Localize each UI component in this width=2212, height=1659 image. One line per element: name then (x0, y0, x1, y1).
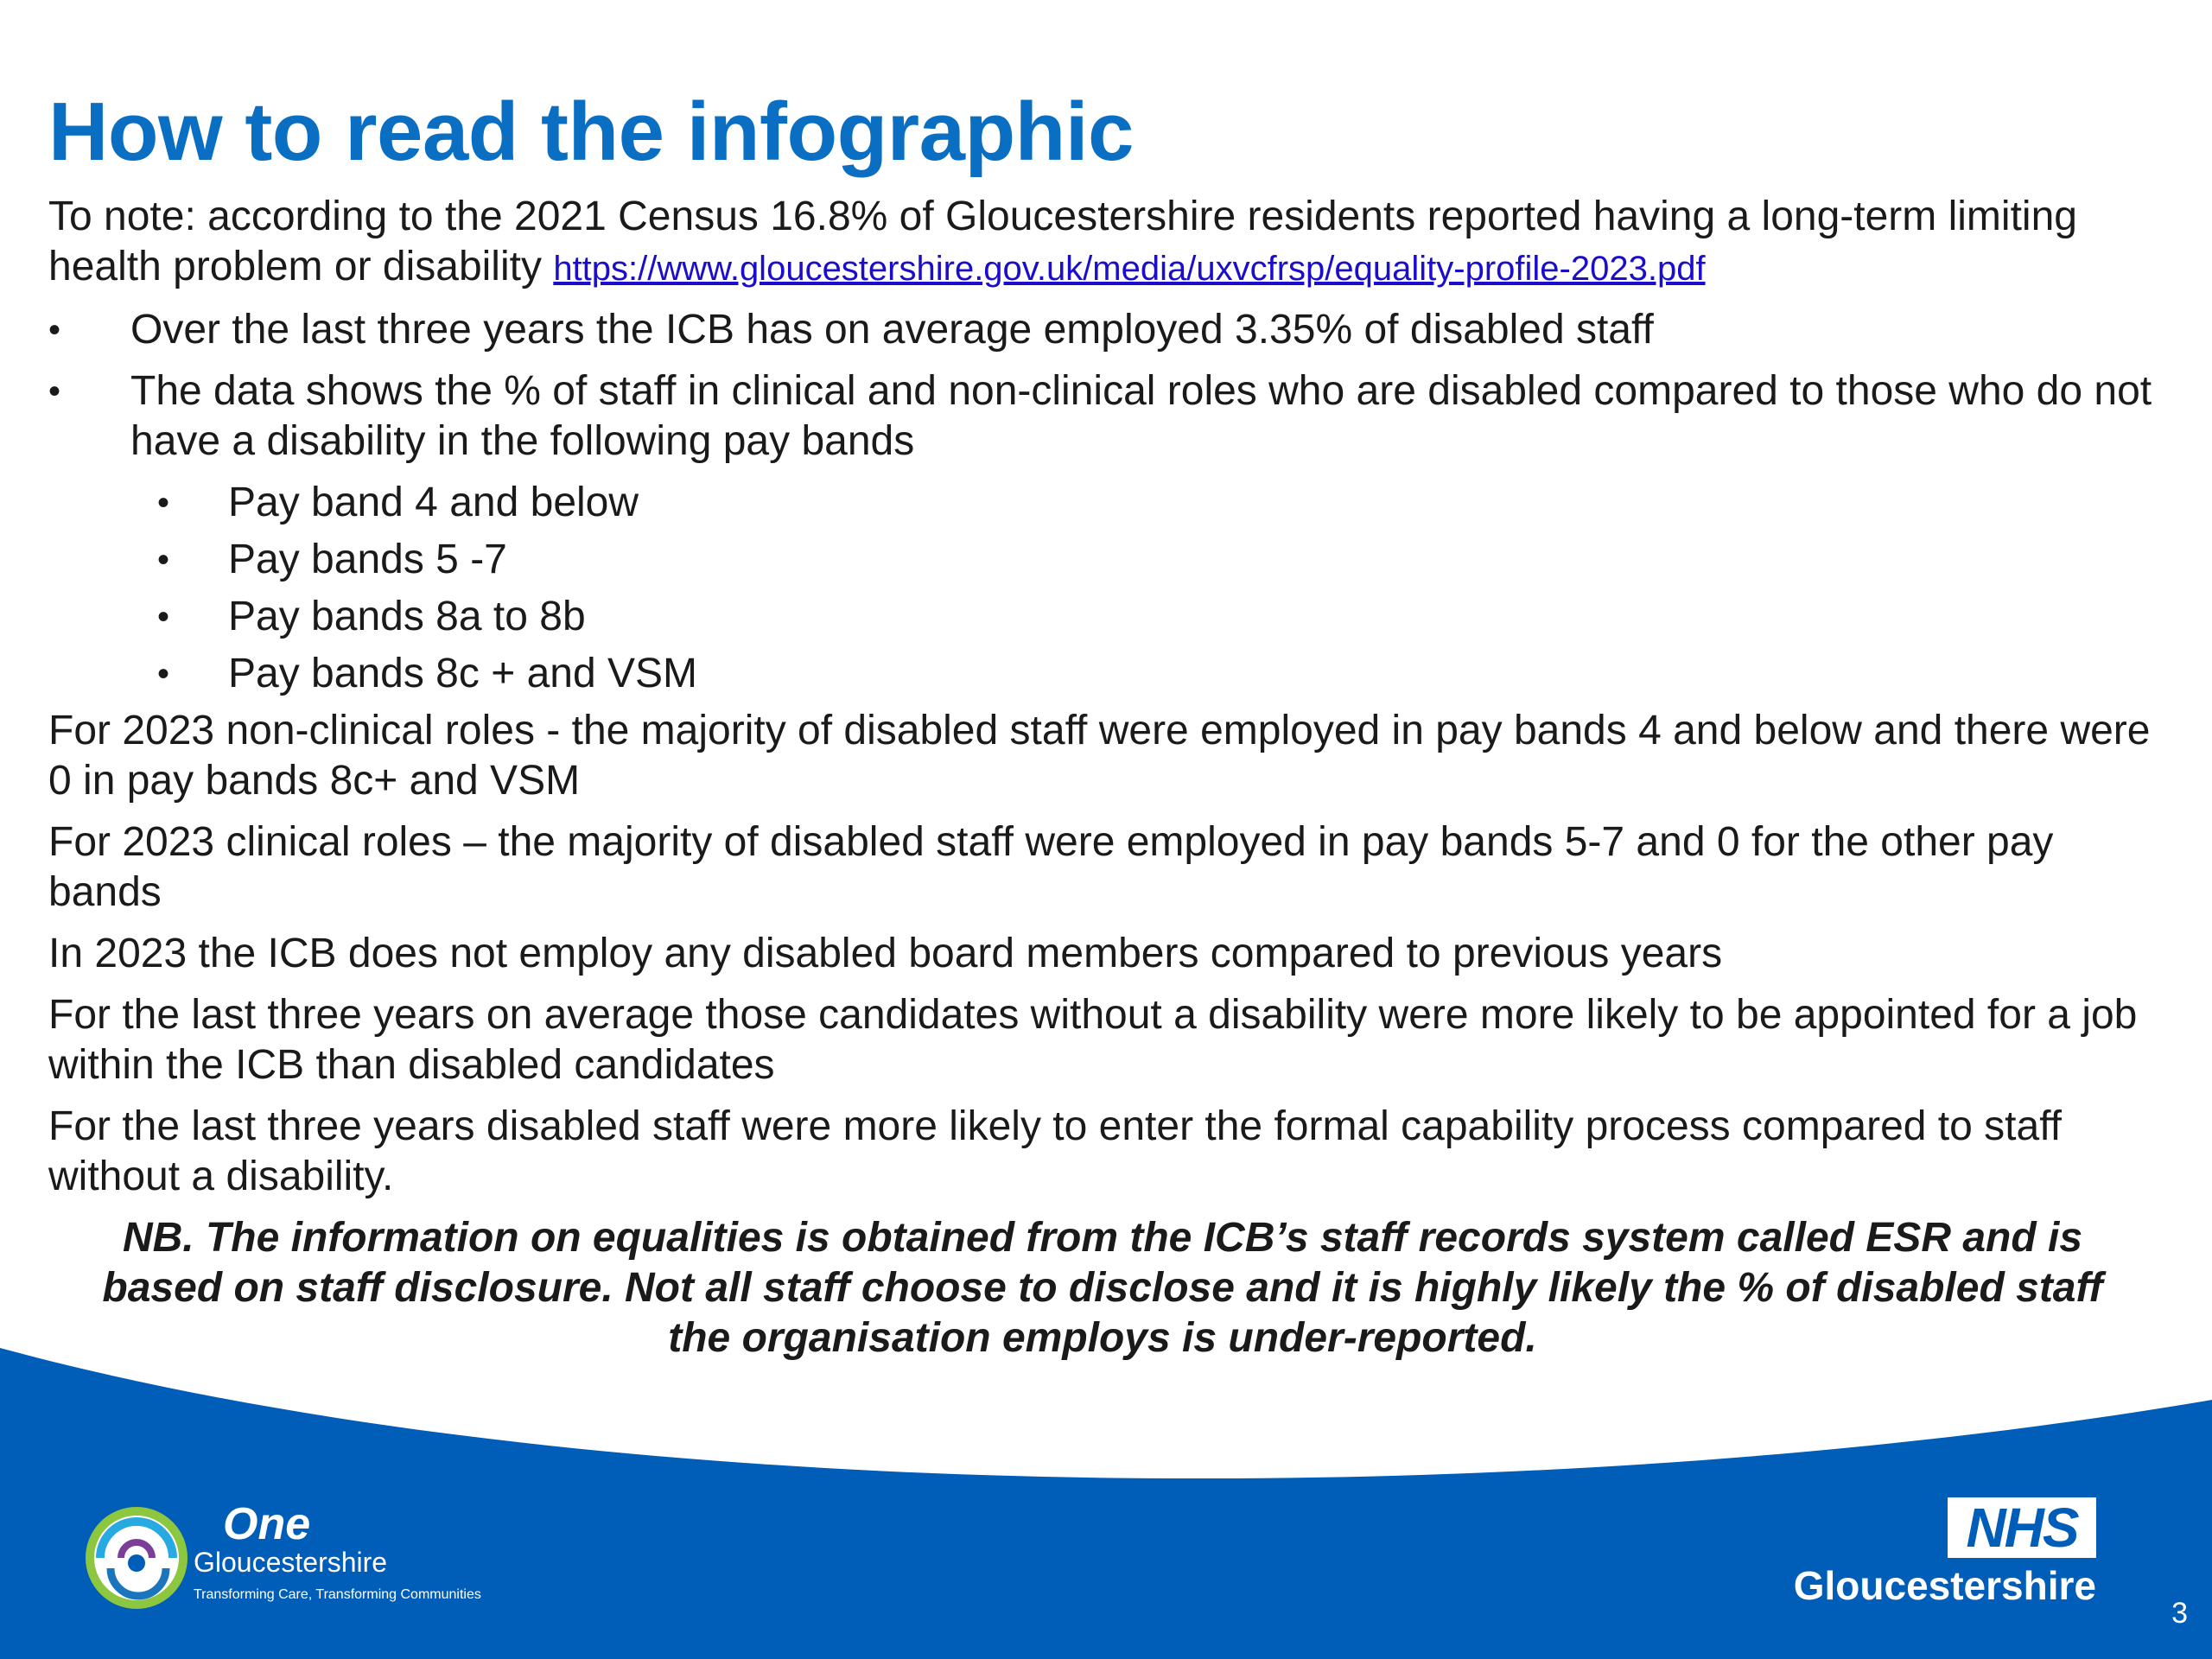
pay-band-text: Pay bands 8a to 8b (228, 594, 586, 639)
finding-paragraph: For 2023 clinical roles – the majority of disabled staff were employed in pay bands 5-7 and 0 for the other pay bands (48, 819, 2054, 915)
nhs-logo: NHS (1948, 1497, 2096, 1558)
bullet-icon: • (157, 541, 170, 579)
page-title: How to read the infographic (48, 86, 1134, 178)
bullet-icon: • (157, 484, 170, 522)
pay-band-text: Pay bands 8c + and VSM (228, 651, 697, 696)
bullet-icon: • (157, 655, 170, 693)
bullet-item (48, 366, 2157, 467)
finding-paragraph: For 2023 non-clinical roles - the majority of disabled staff were employed in pay bands 4 and below and there were 0 in pay bands 8c+ and VSM (48, 708, 2151, 804)
finding-paragraph: For the last three years disabled staff were more likely to enter the formal capability process compared to staff without a disability. (48, 1103, 2062, 1199)
bullet-item (48, 305, 2157, 355)
page-number: 3 (2171, 1597, 2188, 1630)
nhs-region-name: Gloucestershire (1793, 1563, 2096, 1608)
census-note-text: To note: according to the 2021 Census 16.8% of Gloucestershire residents reported having a long-term limiting health problem or disability (48, 194, 2077, 289)
bullet-icon: • (48, 372, 61, 410)
bullet-icon: • (48, 311, 61, 349)
slide-body (48, 192, 2157, 1375)
equality-profile-link[interactable]: https://www.gloucestershire.gov.uk/media/uxvcfrsp/equality-profile-2023.pdf (553, 250, 1706, 288)
pay-band-text: Pay band 4 and below (228, 480, 639, 525)
bullet-icon: • (157, 598, 170, 636)
finding-paragraph: For the last three years on average those candidates without a disability were more likely to be appointed for a job within the ICB than disabled candidates (48, 992, 2138, 1088)
census-note (48, 192, 2157, 294)
pay-band-item (48, 592, 2157, 642)
pay-band-text: Pay bands 5 -7 (228, 537, 507, 582)
pay-band-item (48, 478, 2157, 528)
pay-band-item (48, 535, 2157, 585)
nb-disclaimer: NB. The information on equalities is obtained from the ICB’s staff records system called ESR and is based on staff disclosure. Not all staff choose to disclose and it is highly likely the % of disabled staff the organisation employs is under-reported. (102, 1215, 2103, 1361)
bullet-text: Over the last three years the ICB has on average employed 3.35% of disabled staff (130, 307, 1654, 353)
finding-paragraph: In 2023 the ICB does not employ any disabled board members compared to previous years (48, 931, 1723, 976)
one-logo-gloucestershire: Gloucestershire (194, 1547, 388, 1578)
bullet-text: The data shows the % of staff in clinical and non-clinical roles who are disabled compared to those who do not have a disability in the following pay bands (130, 368, 2152, 464)
pay-band-item (48, 649, 2157, 699)
one-logo-word: One (223, 1499, 311, 1549)
one-logo-tagline: Transforming Care, Transforming Communities (194, 1587, 481, 1602)
